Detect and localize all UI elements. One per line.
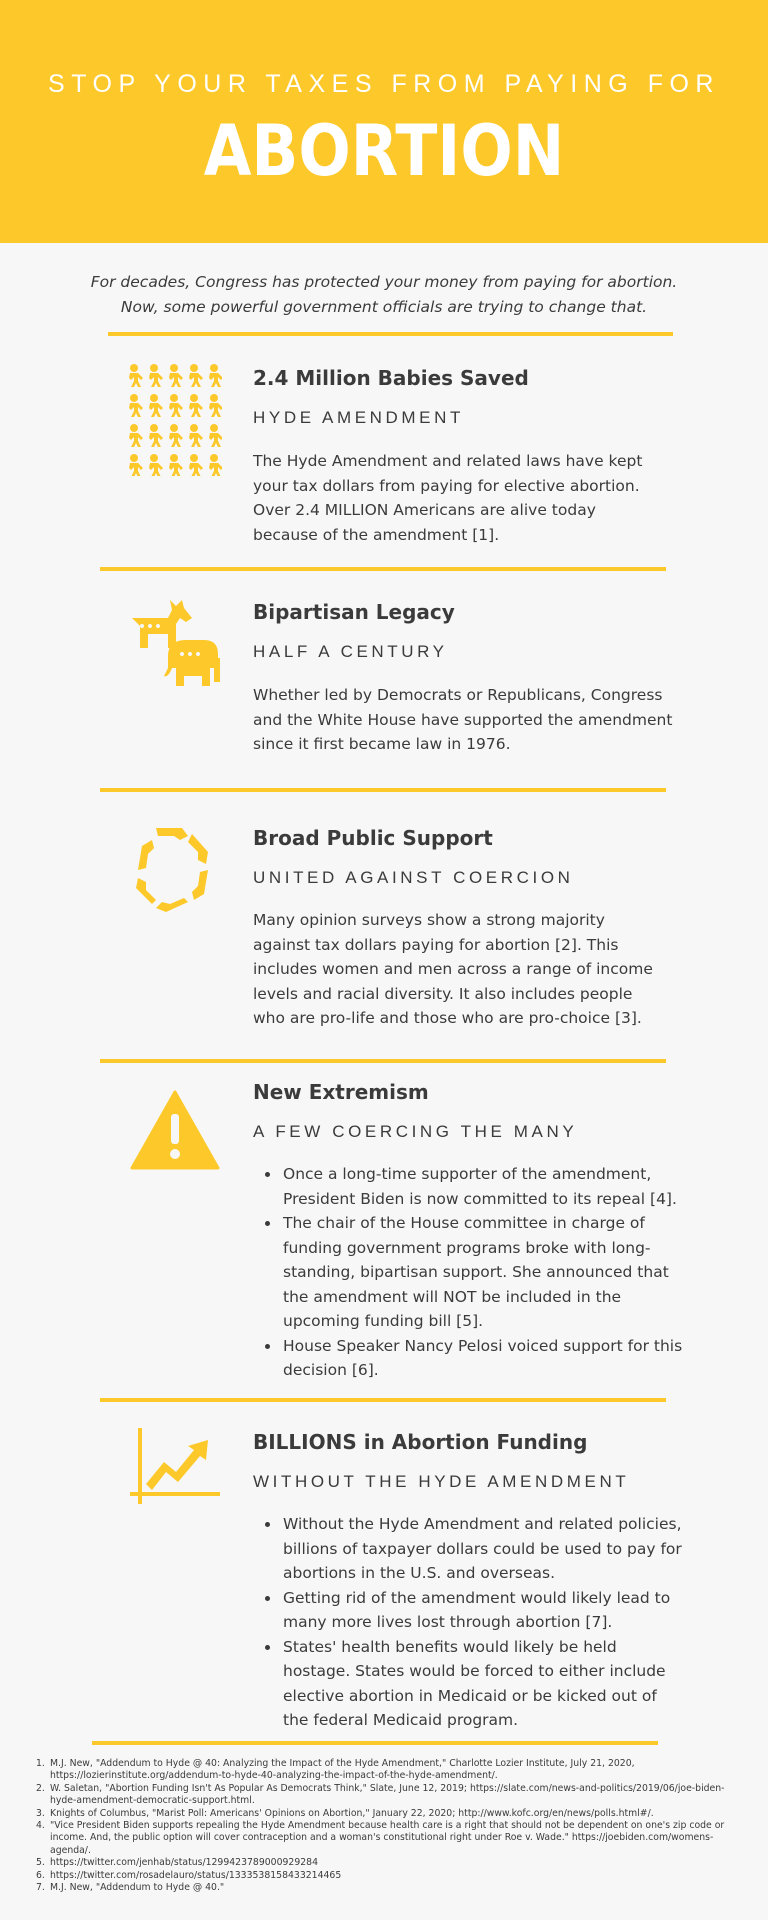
footnote: [34, 1820, 744, 1857]
section-title: 2.4 Million Babies Saved: [253, 366, 529, 390]
divider: [100, 1059, 666, 1063]
section-title: BILLIONS in Abortion Funding: [253, 1430, 588, 1454]
section-body: Whether led by Democrats or Republicans, Congress and the White House have supported the amendment since it first became law in 1976.: [253, 686, 673, 753]
footnote-text: M.J. New, "Addendum to Hyde @ 40.": [50, 1882, 225, 1894]
footnote-text: https://twitter.com/jenhab/status/1299423789000929284: [50, 1857, 318, 1869]
section-subtitle: UNITED AGAINST COERCION: [253, 868, 574, 887]
divider: [108, 332, 673, 336]
header-banner: [0, 0, 768, 243]
list-item: Without the Hyde Amendment and related policies, billions of taxpayer dollars could be used to pay for abortions in the U.S. and overseas.: [253, 1512, 683, 1586]
footnote-number: 3.: [36, 1807, 45, 1819]
footnote-text: Knights of Columbus, "Marist Poll: Americans' Opinions on Abortion," January 22, 2020; http://www.kofc.org/en/news/polls.html#/.: [50, 1807, 654, 1819]
section-title: Broad Public Support: [253, 826, 493, 850]
warning-icon: [130, 1090, 220, 1170]
footnote-text: https://twitter.com/rosadelauro/status/1333538158433214465: [50, 1869, 342, 1881]
divider: [100, 788, 666, 792]
footnote-number: 2.: [36, 1782, 45, 1794]
footnote-text: W. Saletan, "Abortion Funding Isn't As Popular As Democrats Think," Slate, June 12, 2019; https://slate.com/news-and-politics/2019/06/joe-biden-hyde-amendment-democratic-support.html.: [50, 1782, 725, 1807]
footnote: [34, 1758, 744, 1783]
intro-text: [60, 270, 708, 320]
section-title: New Extremism: [253, 1080, 429, 1104]
section-subtitle: WITHOUT THE HYDE AMENDMENT: [253, 1472, 630, 1491]
footnote: [34, 1857, 744, 1869]
footnote-text: "Vice President Biden supports repealing the Hyde Amendment because health care is a right that should not be dependent on one's zip code or income. And, the public option will cover contraception and a woman's constitutional right under Roe v. Wade." https://joebiden.com/womens-agenda/.: [50, 1820, 725, 1856]
intro-line-1: For decades, Congress has protected your money from paying for abortion.: [90, 273, 678, 291]
footnote-text: M.J. New, "Addendum to Hyde @ 40: Analyzing the Impact of the Hyde Amendment," Charlotte Lozier Institute, July 21, 2020, https://lozierinstitute.org/addendum-to-hyde-40-analyzing-the-impact-of-the-hyde-amendment/.: [50, 1758, 635, 1782]
intro-line-2: Now, some powerful government officials are trying to change that.: [120, 298, 648, 316]
footnote: [34, 1882, 744, 1894]
list-item: Once a long-time supporter of the amendment, President Biden is now committed to its repeal [4].: [253, 1162, 683, 1211]
header-headline: ABORTION: [203, 110, 565, 192]
list-item: Getting rid of the amendment would likely lead to many more lives lost through abortion [7].: [253, 1586, 683, 1635]
babies-grid-icon: [126, 364, 222, 476]
list-item: House Speaker Nancy Pelosi voiced support for this decision [6].: [253, 1334, 683, 1383]
footnote: [34, 1870, 744, 1882]
section-subtitle: HALF A CENTURY: [253, 642, 448, 661]
footnote-number: 4.: [36, 1820, 45, 1832]
footnotes-list: [34, 1758, 744, 1894]
section-title: Bipartisan Legacy: [253, 600, 455, 624]
joined-hands-icon: [126, 822, 222, 922]
section-body: Many opinion surveys show a strong majority against tax dollars paying for abortion [2]. This includes women and men across a range of income levels and racial diversity. It also includes people who are pro-life and those who are pro-choice [3].: [253, 911, 653, 1027]
bullet-list: [253, 1162, 683, 1383]
section-body: The Hyde Amendment and related laws have kept your tax dollars from paying for elective abortion. Over 2.4 MILLION Americans are alive today because of the amendment [1].: [253, 452, 643, 544]
list-item: States' health benefits would likely be held hostage. States would be forced to either include elective abortion in Medicaid or be kicked out of the federal Medicaid program.: [253, 1635, 683, 1733]
header-kicker: STOP YOUR TAXES FROM PAYING FOR: [48, 70, 720, 98]
donkey-elephant-icon: [128, 598, 224, 694]
footnote-number: 7.: [36, 1882, 45, 1894]
footnote-number: 6.: [36, 1869, 45, 1881]
divider: [92, 1741, 658, 1745]
rising-chart-icon: [130, 1428, 220, 1504]
section-subtitle: HYDE AMENDMENT: [253, 408, 464, 427]
footnote: [34, 1783, 744, 1808]
footnote: [34, 1808, 744, 1820]
divider: [100, 1398, 666, 1402]
section-subtitle: A FEW COERCING THE MANY: [253, 1122, 578, 1141]
divider: [100, 567, 666, 571]
footnote-number: 1.: [36, 1758, 45, 1769]
list-item: The chair of the House committee in charge of funding government programs broke with long-standing, bipartisan support. She announced that the amendment will NOT be included in the upcoming funding bill [5].: [253, 1211, 683, 1334]
footnote-number: 5.: [36, 1857, 45, 1869]
bullet-list: [253, 1512, 683, 1733]
